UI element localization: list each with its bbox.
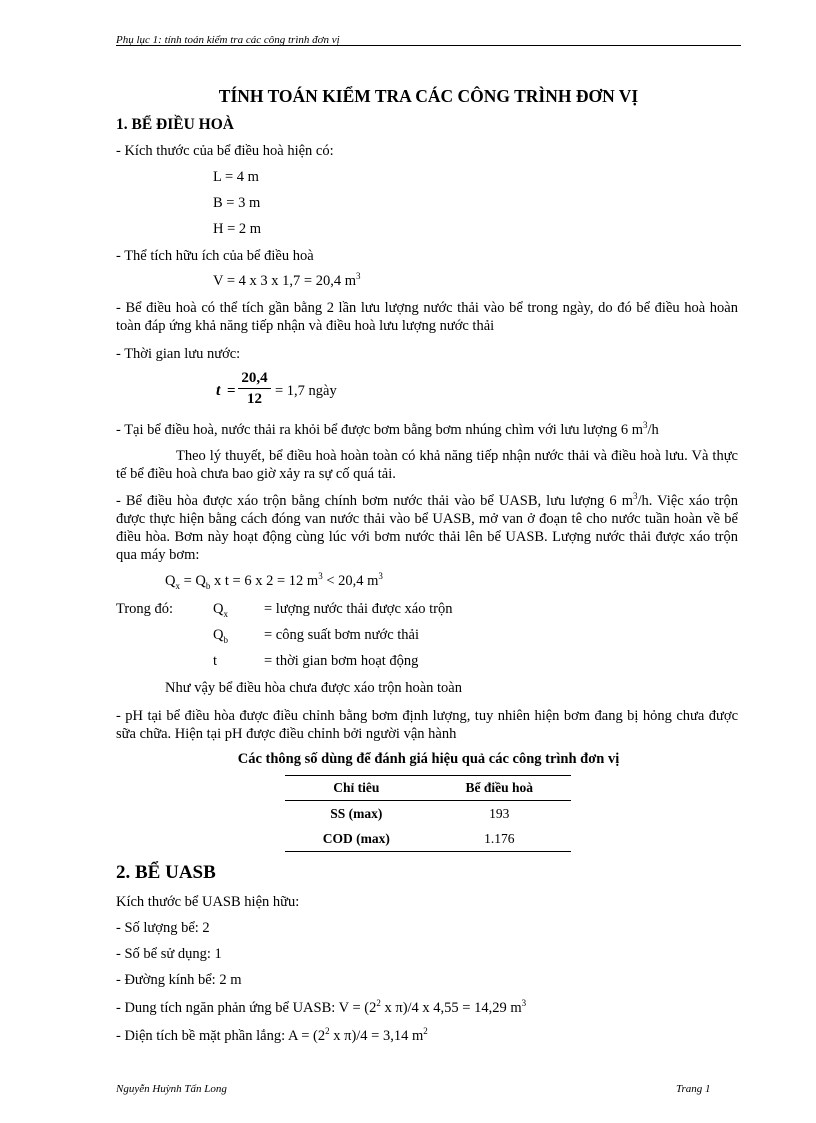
qx-exp1: 3 bbox=[318, 571, 323, 582]
qx-sub-x: x bbox=[175, 580, 180, 591]
pump-exponent: 3 bbox=[642, 420, 648, 431]
volume-exponent: 3 bbox=[355, 271, 361, 282]
table-caption: Các thông số dùng để đánh giá hiệu quả các công trình đơn vị bbox=[237, 751, 620, 767]
settling-area-b: x π)/4 = 3,14 m bbox=[329, 1028, 424, 1044]
footer-page-number: Trang 1 bbox=[676, 1083, 711, 1095]
qx-mid: x t = 6 x 2 = 12 m bbox=[210, 573, 319, 589]
table-header-row bbox=[285, 776, 571, 801]
uasb-intro: Kích thước bể UASB hiện hữu: bbox=[116, 894, 300, 910]
table-header-cell: Chỉ tiêu bbox=[285, 776, 428, 801]
section-1-heading: 1. BỂ ĐIỀU HOÀ bbox=[116, 116, 234, 133]
settling-area-exp1: 2 bbox=[325, 1026, 330, 1037]
uasb-count: - Số lượng bể: 2 bbox=[116, 920, 210, 936]
table-row bbox=[285, 801, 571, 827]
table-cell: 193 bbox=[489, 805, 510, 821]
where-desc-qb: = công suất bơm nước thải bbox=[264, 627, 419, 643]
table-cell: SS (max) bbox=[330, 805, 383, 821]
where-symbol-t: t bbox=[213, 653, 218, 669]
dimension-length: L = 4 m bbox=[213, 169, 259, 185]
formula-result: = 1,7 ngày bbox=[275, 383, 337, 399]
where-symbol-qx bbox=[213, 601, 228, 618]
table-cell: 1.176 bbox=[428, 826, 571, 852]
volume-intro: - Thể tích hữu ích của bể điều hoà bbox=[116, 248, 314, 264]
mixing-paragraph bbox=[116, 492, 738, 564]
header-rule bbox=[116, 45, 741, 46]
reaction-volume-exp1: 2 bbox=[376, 998, 381, 1009]
formula-t-symbol: t bbox=[216, 382, 221, 399]
qx-q: Q bbox=[165, 573, 176, 589]
parameters-table bbox=[285, 775, 571, 852]
where-symbol-qb bbox=[213, 627, 228, 644]
where-desc-qx: = lượng nước thải được xáo trộn bbox=[264, 601, 453, 617]
capacity-paragraph: - Bể điều hoà có thể tích gần bằng 2 lần lưu lượng nước thải vào bể trong ngày, do đó bể điều hoà hoàn toàn đáp ứng khả năng tiếp nhận và điều hoà lưu lượng nước thải bbox=[116, 300, 738, 334]
table-cell: COD (max) bbox=[285, 826, 428, 852]
ph-paragraph: - pH tại bể điều hòa được điều chỉnh bằng bơm định lượng, tuy nhiên hiện bơm đang bị hỏng chưa được sữa chữa. Hiện tại pH được điều chỉnh bởi người vận hành bbox=[116, 708, 738, 742]
page-title: TÍNH TOÁN KIỂM TRA CÁC CÔNG TRÌNH ĐƠN VỊ bbox=[218, 86, 639, 106]
fraction-denominator: 12 bbox=[247, 391, 262, 407]
where-sub: x bbox=[223, 608, 228, 619]
mixing-text-a: - Bể điều hòa được xáo trộn bằng chính bơm nước thải vào bể UASB, lưu lượng 6 m bbox=[116, 493, 633, 509]
volume-formula-text: V = 4 x 3 x 1,7 = 20,4 m bbox=[213, 273, 356, 289]
fraction-numerator: 20,4 bbox=[241, 370, 268, 386]
fraction-bar bbox=[238, 388, 271, 389]
where-sym: Q bbox=[213, 601, 224, 617]
dimension-width: B = 3 m bbox=[213, 195, 261, 211]
retention-intro: - Thời gian lưu nước: bbox=[116, 346, 241, 362]
uasb-reaction-volume bbox=[116, 1000, 526, 1017]
section-2-heading: 2. BỂ UASB bbox=[116, 862, 216, 883]
qx-eq: = Q bbox=[179, 573, 206, 589]
reaction-volume-a: - Dung tích ngăn phản ứng bể UASB: V = (2 bbox=[116, 1000, 377, 1016]
uasb-diameter: - Đường kính bể: 2 m bbox=[116, 972, 242, 988]
qx-lt: < 20,4 m bbox=[322, 573, 379, 589]
pump-unit: /h bbox=[647, 422, 659, 438]
uasb-in-use: - Số bể sử dụng: 1 bbox=[116, 946, 222, 962]
where-label: Trong đó: bbox=[116, 601, 174, 617]
qx-sub-b: b bbox=[205, 580, 211, 591]
table-row bbox=[285, 826, 571, 852]
where-sym: Q bbox=[213, 627, 224, 643]
uasb-settling-area bbox=[116, 1028, 428, 1045]
where-desc-t: = thời gian bơm hoạt động bbox=[264, 653, 419, 669]
mixing-text-b: /h. Việc xáo trộn được thực hiện bằng cách đóng van nước thải vào bể UASB, mở van ở đoạn tê cho nước tuần hoàn về bể điều hòa. Bơm này hoạt động cùng lúc với bơm nước thải lên bể UASB. Lượng nước thải được xáo trộn qua máy bơm: bbox=[116, 493, 738, 563]
formula-equals: = bbox=[227, 383, 236, 399]
volume-formula bbox=[213, 273, 360, 290]
where-sub: b bbox=[223, 634, 228, 645]
theory-paragraph: Theo lý thuyết, bể điều hoà hoàn toàn có khả năng tiếp nhận nước thải và điều hoà lưu. Và thực tế bể điều hoà chưa bao giờ xảy ra sự cố quá tải. bbox=[116, 448, 738, 482]
settling-area-a: - Diện tích bề mặt phần lắng: A = (2 bbox=[116, 1028, 326, 1044]
dimension-height: H = 2 m bbox=[213, 221, 262, 237]
conclusion: Như vậy bể điều hòa chưa được xáo trộn hoàn toàn bbox=[165, 680, 462, 696]
qx-exp2: 3 bbox=[378, 571, 383, 582]
pump-paragraph bbox=[116, 422, 659, 439]
reaction-volume-exp2: 3 bbox=[521, 998, 527, 1009]
formula-fraction bbox=[238, 369, 271, 408]
pump-text: - Tại bể điều hoà, nước thải ra khỏi bể được bơm bằng bơm nhúng chìm với lưu lượng 6 m bbox=[116, 422, 643, 438]
reaction-volume-b: x π)/4 x 4,55 = 14,29 m bbox=[380, 1000, 522, 1016]
size-intro: - Kích thước của bể điều hoà hiện có: bbox=[116, 143, 334, 159]
mixing-exponent: 3 bbox=[632, 491, 638, 502]
table-header-cell: Bể điều hoà bbox=[428, 776, 571, 801]
footer-author: Nguyễn Huỳnh Tấn Long bbox=[116, 1083, 227, 1095]
settling-area-exp2: 2 bbox=[423, 1026, 428, 1037]
running-header: Phụ lục 1: tính toán kiểm tra các công trình đơn vị bbox=[116, 34, 340, 46]
qx-formula bbox=[165, 573, 383, 590]
